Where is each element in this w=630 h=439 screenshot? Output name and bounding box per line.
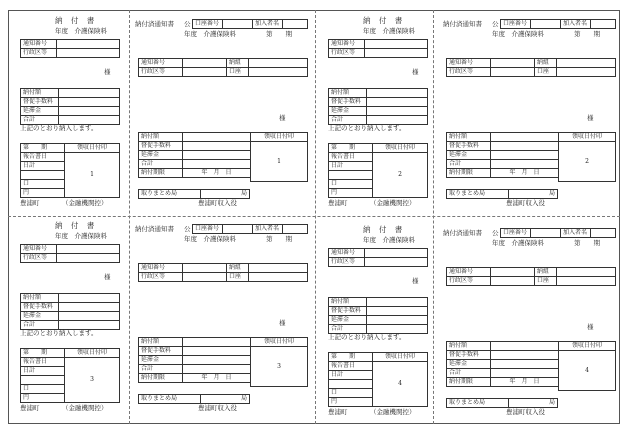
bank-copy-label: （金融機関控）	[62, 199, 108, 207]
reminder-fee-label: 督促手数料	[139, 347, 183, 356]
stub-subtitle: 年度 介護保険料	[55, 232, 107, 240]
notice-id-table	[446, 267, 616, 286]
reminder-fee-label: 督促手数料	[329, 98, 367, 107]
kou-label: 公	[184, 20, 191, 28]
receipt-date-stamp-label: 領収日付印	[373, 144, 428, 153]
notice-subtitle: 年度 介護保険料	[492, 30, 544, 38]
amount-label: 納付額	[21, 89, 59, 98]
statement-text: 上記のとおり納入します。	[328, 124, 406, 132]
payment-group-label: 納組	[535, 59, 557, 68]
notice-number-label: 通知番号	[139, 264, 183, 273]
stub-id-table	[20, 244, 120, 263]
slip-number: 4	[559, 351, 616, 391]
notice-id-table	[138, 58, 308, 77]
receipt-date-stamp-label: 領収日付印	[251, 338, 308, 347]
receipt-date-stamp-label: 領収日付印	[65, 144, 120, 153]
office-label: 局	[509, 190, 558, 199]
period-short-label: 第 期	[329, 144, 373, 153]
subscriber-name-label: 加入者名	[561, 20, 591, 29]
total-label: 合計	[21, 321, 59, 330]
day-total-label: 日計	[329, 371, 373, 380]
total-label: 合計	[329, 116, 367, 125]
sama-label: 様	[279, 114, 286, 122]
notice-amount-table	[138, 132, 308, 182]
stub-receipt-table	[328, 352, 428, 407]
statement-text: 上記のとおり納入します。	[20, 124, 98, 132]
district-value	[365, 258, 428, 267]
toyoura-label: 豊浦町	[328, 408, 348, 416]
total-label: 合計	[329, 325, 367, 334]
collection-office-label: 取りまとめ局	[447, 190, 509, 199]
late-fee-label: 延滞金	[139, 356, 183, 365]
notice-number-value	[57, 40, 120, 49]
slip-number: 4	[373, 362, 428, 407]
deadline-value: 年 月 日	[183, 374, 251, 383]
district-label: 行政区等	[329, 258, 365, 267]
deadline-value: 年 月 日	[183, 169, 251, 178]
bank-copy-label: （金融機関控）	[370, 408, 416, 416]
slip-number: 1	[65, 153, 120, 198]
account-number-label: 口座番号	[501, 229, 531, 238]
account-table	[500, 19, 616, 29]
account-label: 口座	[535, 68, 557, 77]
account-label: 口座	[227, 273, 249, 282]
sama-label: 様	[412, 277, 419, 285]
collection-office-label: 取りまとめ局	[139, 190, 201, 199]
district-label: 行政区等	[329, 49, 365, 58]
late-fee-label: 延滞金	[21, 312, 59, 321]
notice-amount-table	[446, 341, 616, 391]
deadline-label: 納付期限	[139, 169, 183, 178]
day-total-label: 日計	[329, 162, 373, 171]
report-date-label: 報告書日	[21, 358, 65, 367]
stub-id-table	[328, 39, 428, 58]
notice-number-label: 通知番号	[447, 268, 491, 277]
notice-amount-table	[138, 337, 308, 387]
account-label: 口座	[535, 277, 557, 286]
kou-label: 公	[492, 20, 499, 28]
period-label: 第 期	[266, 235, 292, 243]
total-label: 合計	[447, 369, 491, 378]
collection-office-table	[446, 189, 558, 199]
notice-subtitle: 年度 介護保険料	[184, 235, 236, 243]
notice-title: 納付済通知書	[135, 225, 174, 233]
kou-box: 口	[329, 180, 373, 189]
sama-label: 様	[104, 68, 111, 76]
reminder-fee-label: 督促手数料	[447, 351, 491, 360]
en-box: 円	[21, 189, 65, 198]
town-copy-label: 豊浦町収入役	[506, 408, 545, 416]
collection-office-label: 取りまとめ局	[139, 395, 201, 404]
sama-label: 様	[412, 68, 419, 76]
slip-number: 2	[559, 142, 616, 182]
amount-label: 納付額	[329, 89, 367, 98]
period-short-label: 第 期	[21, 349, 65, 358]
district-label: 行政区等	[139, 273, 183, 282]
subscriber-name-label: 加入者名	[561, 229, 591, 238]
collection-office-label: 取りまとめ局	[447, 399, 509, 408]
amount-label: 納付額	[447, 133, 491, 142]
sama-label: 様	[587, 323, 594, 331]
reminder-fee-label: 督促手数料	[139, 142, 183, 151]
receipt-date-stamp-label: 領収日付印	[65, 349, 120, 358]
late-fee-label: 延滞金	[329, 107, 367, 116]
reminder-fee-label: 督促手数料	[329, 307, 367, 316]
notice-id-table	[446, 58, 616, 77]
account-table	[192, 19, 308, 29]
late-fee-label: 延滞金	[447, 151, 491, 160]
district-label: 行政区等	[21, 254, 57, 263]
reminder-fee-label: 督促手数料	[21, 303, 59, 312]
kou-box: 口	[329, 389, 373, 398]
notice-amount-table	[446, 132, 616, 182]
stub-title: 納 付 書	[55, 16, 98, 25]
town-copy-label: 豊浦町収入役	[198, 404, 237, 412]
stub-amount-table	[328, 88, 428, 125]
district-label: 行政区等	[139, 68, 183, 77]
collection-office-table	[446, 398, 558, 408]
late-fee-label: 延滞金	[447, 360, 491, 369]
notice-number-label: 通知番号	[139, 59, 183, 68]
kou-label: 公	[492, 229, 499, 237]
en-box: 円	[329, 189, 373, 198]
stub-title: 納 付 書	[55, 221, 98, 230]
district-value	[365, 49, 428, 58]
report-date-label: 報告書日	[329, 153, 373, 162]
notice-id-table	[138, 263, 308, 282]
payment-group-label: 納組	[535, 268, 557, 277]
notice-number-value	[365, 40, 428, 49]
stub-amount-table	[20, 293, 120, 330]
slip-number: 1	[251, 142, 308, 182]
period-label: 第 期	[266, 30, 292, 38]
period-short-label: 第 期	[21, 144, 65, 153]
account-number-label: 口座番号	[501, 20, 531, 29]
account-number-label: 口座番号	[193, 20, 223, 29]
sama-label: 様	[104, 273, 111, 281]
total-label: 合計	[139, 365, 183, 374]
total-label: 合計	[447, 160, 491, 169]
period-label: 第 期	[574, 30, 600, 38]
district-label: 行政区等	[21, 49, 57, 58]
toyoura-label: 豊浦町	[20, 199, 40, 207]
sama-label: 様	[279, 319, 286, 327]
subscriber-name-label: 加入者名	[253, 20, 283, 29]
bank-copy-label: （金融機関控）	[62, 404, 108, 412]
late-fee-label: 延滞金	[139, 151, 183, 160]
stub-id-table	[328, 248, 428, 267]
payment-group-label: 納組	[227, 59, 249, 68]
late-fee-label: 延滞金	[329, 316, 367, 325]
statement-text: 上記のとおり納入します。	[328, 333, 406, 341]
kou-box: 口	[21, 180, 65, 189]
kou-label: 公	[184, 225, 191, 233]
stub-amount-table	[328, 297, 428, 334]
district-label: 行政区等	[447, 68, 491, 77]
receipt-date-stamp-label: 領収日付印	[251, 133, 308, 142]
late-fee-label: 延滞金	[21, 107, 59, 116]
notice-number-label: 通知番号	[21, 245, 57, 254]
stub-subtitle: 年度 介護保険料	[363, 236, 415, 244]
account-table	[500, 228, 616, 238]
notice-subtitle: 年度 介護保険料	[184, 30, 236, 38]
office-label: 局	[201, 190, 250, 199]
town-copy-label: 豊浦町収入役	[198, 199, 237, 207]
en-box: 円	[21, 394, 65, 403]
toyoura-label: 豊浦町	[328, 199, 348, 207]
stub-amount-table	[20, 88, 120, 125]
notice-number-value	[365, 249, 428, 258]
account-number-label: 口座番号	[193, 225, 223, 234]
receipt-date-stamp-label: 領収日付印	[559, 342, 616, 351]
deadline-value: 年 月 日	[491, 378, 559, 387]
slip-number: 3	[65, 358, 120, 403]
amount-label: 納付額	[139, 338, 183, 347]
deadline-value: 年 月 日	[491, 169, 559, 178]
day-total-label: 日計	[21, 162, 65, 171]
total-label: 合計	[21, 116, 59, 125]
sama-label: 様	[587, 114, 594, 122]
day-total-label: 日計	[21, 367, 65, 376]
district-label: 行政区等	[447, 277, 491, 286]
payment-slip-set	[0, 205, 308, 415]
stub-id-table	[20, 39, 120, 58]
amount-label: 納付額	[329, 298, 367, 307]
notice-title: 納付済通知書	[443, 20, 482, 28]
district-value	[57, 49, 120, 58]
bank-copy-label: （金融機関控）	[370, 199, 416, 207]
notice-title: 納付済通知書	[443, 229, 482, 237]
en-box: 円	[329, 398, 373, 407]
notice-number-label: 通知番号	[447, 59, 491, 68]
notice-title: 納付済通知書	[135, 20, 174, 28]
report-date-label: 報告書日	[329, 362, 373, 371]
amount-label: 納付額	[21, 294, 59, 303]
payment-slip-set	[0, 0, 308, 210]
stub-receipt-table	[20, 348, 120, 403]
deadline-label: 納付期限	[447, 378, 491, 387]
deadline-label: 納付期限	[447, 169, 491, 178]
payment-slip-set	[308, 209, 616, 419]
notice-number-label: 通知番号	[21, 40, 57, 49]
notice-number-label: 通知番号	[329, 249, 365, 258]
amount-label: 納付額	[139, 133, 183, 142]
office-label: 局	[201, 395, 250, 404]
payment-slip-set	[308, 0, 616, 210]
notice-number-value	[57, 245, 120, 254]
report-date-label: 報告書日	[21, 153, 65, 162]
collection-office-table	[138, 394, 250, 404]
subscriber-name-label: 加入者名	[253, 225, 283, 234]
total-label: 合計	[139, 160, 183, 169]
stub-subtitle: 年度 介護保険料	[55, 27, 107, 35]
slip-number: 3	[251, 347, 308, 387]
stub-title: 納 付 書	[363, 16, 406, 25]
toyoura-label: 豊浦町	[20, 404, 40, 412]
receipt-date-stamp-label: 領収日付印	[559, 133, 616, 142]
stub-receipt-table	[328, 143, 428, 198]
stub-subtitle: 年度 介護保険料	[363, 27, 415, 35]
period-short-label: 第 期	[329, 353, 373, 362]
receipt-date-stamp-label: 領収日付印	[373, 353, 428, 362]
account-label: 口座	[227, 68, 249, 77]
period-label: 第 期	[574, 239, 600, 247]
reminder-fee-label: 督促手数料	[447, 142, 491, 151]
kou-box: 口	[21, 385, 65, 394]
reminder-fee-label: 督促手数料	[21, 98, 59, 107]
office-label: 局	[509, 399, 558, 408]
deadline-label: 納付期限	[139, 374, 183, 383]
notice-subtitle: 年度 介護保険料	[492, 239, 544, 247]
account-table	[192, 224, 308, 234]
payment-group-label: 納組	[227, 264, 249, 273]
stub-receipt-table	[20, 143, 120, 198]
amount-label: 納付額	[447, 342, 491, 351]
notice-number-label: 通知番号	[329, 40, 365, 49]
stub-title: 納 付 書	[363, 225, 406, 234]
town-copy-label: 豊浦町収入役	[506, 199, 545, 207]
district-value	[57, 254, 120, 263]
statement-text: 上記のとおり納入します。	[20, 329, 98, 337]
slip-number: 2	[373, 153, 428, 198]
collection-office-table	[138, 189, 250, 199]
